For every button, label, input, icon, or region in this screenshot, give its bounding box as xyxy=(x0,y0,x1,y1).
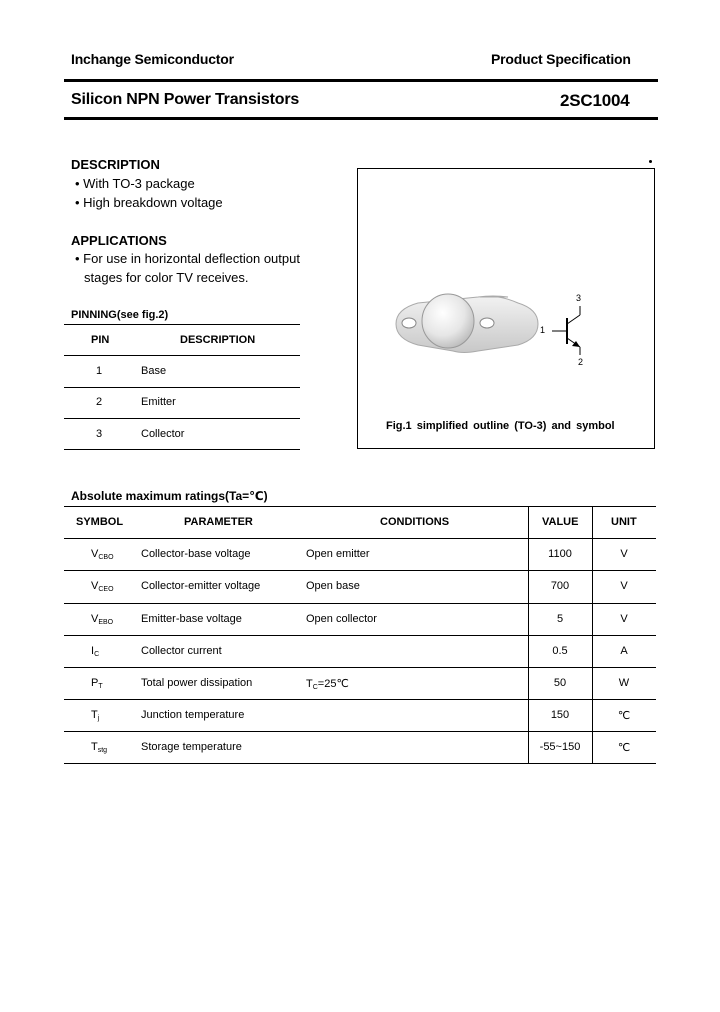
rating-parameter: Collector-base voltage xyxy=(141,548,251,560)
description-title: DESCRIPTION xyxy=(71,157,160,172)
ratings-header-value: VALUE xyxy=(542,516,579,528)
rating-value: -55~150 xyxy=(539,741,581,753)
rating-symbol-letter: P xyxy=(91,677,99,689)
ratings-col-divider xyxy=(592,506,593,764)
rating-symbol-subscript: CEO xyxy=(98,586,114,593)
pin-description: Emitter xyxy=(141,396,176,408)
ratings-rule xyxy=(64,699,656,700)
rating-parameter: Junction temperature xyxy=(141,709,245,721)
header-rule-bottom xyxy=(64,117,658,120)
description-item: • With TO-3 package xyxy=(75,176,195,191)
rating-condition-subscript: C xyxy=(312,684,318,691)
ratings-rule xyxy=(64,635,656,636)
applications-item: stages for color TV receives. xyxy=(84,270,249,285)
part-number: 2SC1004 xyxy=(560,91,630,110)
pinning-rule xyxy=(64,387,300,388)
rating-symbol xyxy=(91,709,99,722)
rating-symbol-subscript: T xyxy=(98,683,103,690)
rating-value: 700 xyxy=(550,580,570,592)
rating-value: 50 xyxy=(553,677,567,689)
pinning-rule xyxy=(64,324,300,325)
rating-condition xyxy=(306,548,370,561)
rating-symbol xyxy=(91,645,99,658)
ratings-header-symbol: SYMBOL xyxy=(76,516,124,528)
pin-number: 3 xyxy=(96,428,103,440)
rating-condition xyxy=(306,677,349,691)
pinning-header-pin: PIN xyxy=(91,334,110,346)
applications-item: • For use in horizontal deflection output xyxy=(75,251,300,266)
rating-symbol xyxy=(91,677,103,690)
rating-symbol-letter: T xyxy=(91,709,98,721)
rating-symbol-subscript: CBO xyxy=(98,554,114,561)
rating-symbol-letter: V xyxy=(91,580,99,592)
pinning-rule xyxy=(64,355,300,356)
rating-parameter: Emitter-base voltage xyxy=(141,613,242,625)
ratings-header-unit: UNIT xyxy=(611,516,637,528)
rating-symbol-subscript: stg xyxy=(97,747,108,754)
pin-number: 1 xyxy=(96,365,103,377)
ratings-rule xyxy=(64,570,656,571)
rating-symbol xyxy=(91,580,114,593)
rating-symbol-subscript: C xyxy=(94,651,100,658)
rating-unit: A xyxy=(620,645,628,657)
header-rule-top xyxy=(64,79,658,82)
pinning-title: PINNING(see fig.2) xyxy=(71,309,169,321)
rating-symbol xyxy=(91,741,107,754)
pinning-rule xyxy=(64,418,300,419)
rating-condition-text: Open emitter xyxy=(306,548,370,560)
rating-symbol-letter: I xyxy=(91,645,95,657)
ratings-rule xyxy=(64,731,656,732)
rating-value: 0.5 xyxy=(552,645,568,657)
dot-mark xyxy=(649,160,652,163)
symbol-pin-3: 3 xyxy=(576,293,582,303)
pin-description: Base xyxy=(141,365,167,377)
product-line: Silicon NPN Power Transistors xyxy=(71,91,300,108)
ratings-header-parameter: PARAMETER xyxy=(184,516,253,528)
rating-symbol-letter: V xyxy=(91,613,99,625)
figure-box xyxy=(357,168,655,449)
applications-title: APPLICATIONS xyxy=(71,233,167,248)
rating-unit: V xyxy=(620,613,628,625)
rating-unit: V xyxy=(620,580,628,592)
pinning-rule xyxy=(64,449,300,450)
ratings-rule xyxy=(64,763,656,764)
ratings-rule xyxy=(64,603,656,604)
rating-condition xyxy=(306,613,377,626)
rating-parameter: Storage temperature xyxy=(141,741,242,753)
company-name: Inchange Semiconductor xyxy=(71,51,234,67)
ratings-header-conditions: CONDITIONS xyxy=(380,516,450,528)
rating-symbol xyxy=(91,548,114,561)
rating-unit: ℃ xyxy=(617,742,631,754)
rating-unit: ℃ xyxy=(617,710,631,722)
rating-symbol-letter: T xyxy=(91,741,98,753)
rating-parameter: Collector-emitter voltage xyxy=(141,580,261,592)
ratings-col-divider xyxy=(528,506,529,764)
rating-condition-text: Open base xyxy=(306,580,360,592)
rating-condition xyxy=(306,580,360,593)
rating-symbol-letter: V xyxy=(91,548,99,560)
rating-condition-tail: =25℃ xyxy=(317,678,349,690)
npn-transistor-symbol-icon xyxy=(358,169,654,448)
symbol-pin-1: 1 xyxy=(540,325,546,335)
spec-label: Product Specification xyxy=(491,51,631,67)
pin-number: 2 xyxy=(96,396,103,408)
pin-description: Collector xyxy=(141,428,185,440)
rating-unit: V xyxy=(620,548,628,560)
rating-condition-text: T xyxy=(306,678,313,690)
rating-symbol xyxy=(91,613,113,626)
ratings-title: Absolute maximum ratings(Ta=℃) xyxy=(71,489,268,503)
symbol-pin-2: 2 xyxy=(578,357,584,367)
ratings-rule xyxy=(64,667,656,668)
ratings-rule xyxy=(64,538,656,539)
description-item: • High breakdown voltage xyxy=(75,195,223,210)
rating-parameter: Collector current xyxy=(141,645,222,657)
pinning-header-desc: DESCRIPTION xyxy=(180,334,256,346)
rating-parameter: Total power dissipation xyxy=(141,677,253,689)
rating-symbol-subscript: j xyxy=(97,715,100,722)
rating-value: 1100 xyxy=(548,548,572,560)
rating-value: 150 xyxy=(550,709,570,721)
rating-symbol-subscript: EBO xyxy=(98,619,114,626)
figure-caption: Fig.1 simplified outline (TO-3) and symbol xyxy=(386,420,615,432)
rating-value: 5 xyxy=(556,613,564,625)
ratings-rule xyxy=(64,506,656,507)
rating-condition-text: Open collector xyxy=(306,613,377,625)
rating-unit: W xyxy=(618,677,630,689)
